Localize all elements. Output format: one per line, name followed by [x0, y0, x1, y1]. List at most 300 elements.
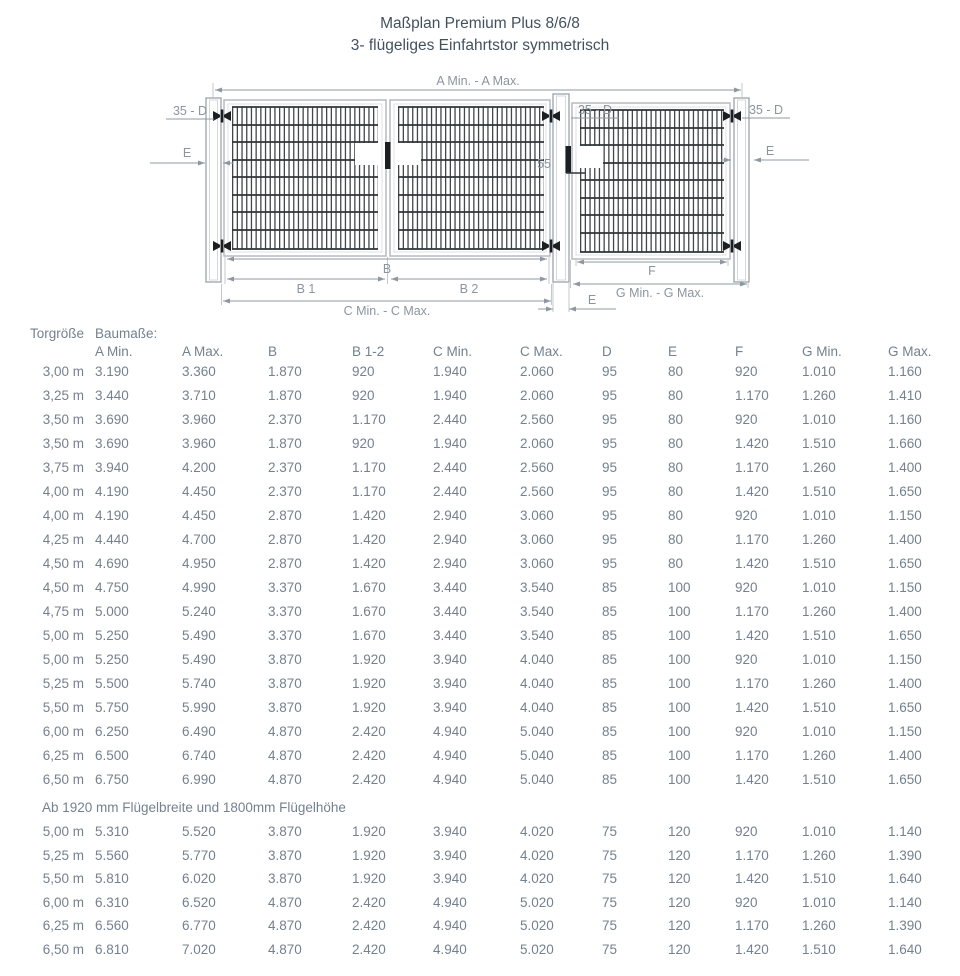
label-b2: B 2	[459, 282, 479, 296]
cell-g-min: 1.260	[802, 604, 836, 619]
cell-c-min: 1.940	[433, 388, 467, 403]
cell-b: 2.870	[268, 556, 302, 571]
cell-f: 920	[735, 412, 758, 427]
cell-a-min: 5.000	[95, 604, 129, 619]
cell-g-min: 1.010	[802, 508, 836, 523]
cell-d: 95	[602, 532, 618, 547]
cell-a-max: 3.360	[182, 364, 216, 379]
cell-f: 1.170	[735, 460, 769, 475]
cell-a-min: 5.310	[95, 824, 129, 839]
cell-torgroesse: 6,00 m	[42, 894, 84, 910]
cell-c-min: 4.940	[433, 724, 467, 739]
cell-c-max: 2.060	[520, 364, 554, 379]
cell-g-min: 1.510	[802, 941, 836, 957]
cell-a-min: 4.190	[95, 484, 129, 499]
table-row	[0, 696, 960, 720]
label-f: F	[648, 264, 656, 278]
cell-a-max: 5.240	[182, 604, 216, 619]
cell-b: 1.870	[268, 364, 302, 379]
column-header-baumasse: Baumaße:	[95, 326, 158, 341]
column-header-g-min: G Min.	[802, 344, 842, 359]
cell-c-max: 2.560	[520, 412, 554, 427]
table-row	[0, 938, 960, 962]
cell-b: 3.870	[268, 652, 302, 667]
cell-torgroesse: 5,00 m	[42, 628, 84, 643]
cell-g-max: 1.410	[888, 388, 922, 403]
cell-f: 1.420	[735, 628, 769, 643]
cell-c-max: 3.540	[520, 580, 554, 595]
cell-d: 85	[602, 604, 618, 619]
cell-b12: 1.670	[352, 628, 386, 643]
cell-g-max: 1.650	[888, 772, 922, 787]
cell-b12: 1.420	[352, 556, 386, 571]
cell-c-min: 4.940	[433, 918, 467, 933]
cell-g-max: 1.660	[888, 436, 922, 451]
cell-g-min: 1.010	[802, 364, 836, 379]
column-header-a-max: A Max.	[182, 344, 224, 359]
column-header-b12: B 1-2	[352, 344, 385, 359]
cell-c-max: 3.060	[520, 508, 554, 523]
dimension-table	[0, 320, 960, 976]
cell-b12: 1.920	[352, 676, 386, 691]
cell-b: 2.370	[268, 460, 302, 475]
label-a-range: A Min. - A Max.	[436, 74, 520, 88]
column-header-d: D	[602, 344, 612, 359]
cell-f: 1.420	[735, 556, 769, 571]
cell-f: 920	[735, 580, 758, 595]
cell-b: 3.870	[268, 871, 302, 886]
cell-b12: 2.420	[352, 894, 386, 910]
cell-g-max: 1.650	[888, 700, 922, 715]
cell-f: 920	[735, 824, 758, 839]
cell-b: 4.870	[268, 894, 302, 910]
cell-torgroesse: 4,75 m	[42, 604, 84, 619]
cell-g-min: 1.260	[802, 748, 836, 763]
cell-d: 95	[602, 388, 618, 403]
cell-d: 85	[602, 700, 618, 715]
cell-g-max: 1.400	[888, 748, 922, 763]
cell-a-max: 3.710	[182, 388, 216, 403]
cell-g-max: 1.650	[888, 556, 922, 571]
cell-g-min: 1.510	[802, 772, 836, 787]
cell-b: 3.870	[268, 700, 302, 715]
cell-b12: 1.920	[352, 652, 386, 667]
cell-c-max: 4.020	[520, 847, 554, 863]
cell-e: 80	[668, 436, 684, 451]
cell-d: 75	[602, 894, 618, 910]
cell-a-max: 4.950	[182, 556, 216, 571]
cell-g-max: 1.150	[888, 508, 922, 523]
cell-b: 2.870	[268, 532, 302, 547]
cell-g-min: 1.510	[802, 436, 836, 451]
cell-g-max: 1.640	[888, 941, 922, 957]
cell-e: 80	[668, 460, 684, 475]
label-b1: B 1	[296, 282, 316, 296]
cell-b12: 1.170	[352, 460, 386, 475]
cell-d: 75	[602, 824, 618, 839]
cell-torgroesse: 3,50 m	[42, 436, 84, 451]
table-row	[0, 768, 960, 792]
cell-a-min: 4.750	[95, 580, 129, 595]
cell-c-max: 5.020	[520, 894, 554, 910]
cell-a-max: 5.990	[182, 700, 216, 715]
cell-a-max: 6.770	[182, 918, 216, 933]
cell-g-max: 1.160	[888, 412, 922, 427]
cell-c-max: 2.060	[520, 388, 554, 403]
cell-c-max: 3.540	[520, 604, 554, 619]
cell-c-max: 3.060	[520, 556, 554, 571]
cell-torgroesse: 4,00 m	[42, 484, 84, 499]
cell-c-min: 4.940	[433, 772, 467, 787]
cell-f: 1.170	[735, 532, 769, 547]
cell-b: 3.870	[268, 824, 302, 839]
cell-a-min: 5.560	[95, 847, 129, 863]
cell-torgroesse: 5,50 m	[42, 700, 84, 715]
cell-c-max: 3.540	[520, 628, 554, 643]
column-header-e: E	[668, 344, 678, 359]
cell-b: 4.870	[268, 918, 302, 933]
cell-b: 3.370	[268, 580, 302, 595]
cell-e: 120	[668, 824, 691, 839]
cell-c-max: 5.020	[520, 941, 554, 957]
cell-c-min: 4.940	[433, 748, 467, 763]
cell-torgroesse: 5,50 m	[42, 871, 84, 886]
cell-c-min: 3.440	[433, 580, 467, 595]
cell-f: 1.420	[735, 772, 769, 787]
cell-c-max: 5.040	[520, 724, 554, 739]
cell-b: 3.870	[268, 847, 302, 863]
page-title-line2: 3- flügeliges Einfahrtstor symmetrisch	[350, 37, 610, 54]
cell-b: 4.870	[268, 748, 302, 763]
label-35d-left: 35 - D	[172, 104, 208, 118]
gate-post-left	[206, 98, 221, 282]
cell-a-max: 6.490	[182, 724, 216, 739]
label-55: 55	[537, 157, 551, 171]
page-title-line1: Maßplan Premium Plus 8/6/8	[380, 15, 580, 32]
cell-b12: 920	[352, 364, 375, 379]
cell-b: 4.870	[268, 941, 302, 957]
cell-g-min: 1.260	[802, 460, 836, 475]
label-35d-mid: 35 - D	[577, 103, 613, 117]
cell-e: 80	[668, 508, 684, 523]
cell-c-min: 2.940	[433, 556, 467, 571]
cell-torgroesse: 5,00 m	[42, 824, 84, 839]
cell-a-min: 5.250	[95, 628, 129, 643]
cell-g-min: 1.260	[802, 388, 836, 403]
cell-d: 85	[602, 748, 618, 763]
cell-c-max: 5.040	[520, 772, 554, 787]
cell-a-min: 6.310	[95, 894, 129, 910]
cell-b12: 2.420	[352, 941, 386, 957]
cell-e: 100	[668, 700, 691, 715]
center-latch-icon	[385, 142, 391, 169]
cell-b: 3.370	[268, 628, 302, 643]
table-row	[0, 528, 960, 552]
cell-torgroesse: 6,50 m	[42, 941, 84, 957]
cell-f: 1.420	[735, 484, 769, 499]
cell-d: 85	[602, 676, 618, 691]
cell-a-min: 3.190	[95, 364, 129, 379]
table-row	[0, 456, 960, 480]
cell-b12: 2.420	[352, 748, 386, 763]
cell-f: 1.170	[735, 676, 769, 691]
column-header-f: F	[735, 344, 744, 359]
cell-g-max: 1.140	[888, 894, 922, 910]
table-row	[0, 576, 960, 600]
cell-b12: 920	[352, 388, 375, 403]
cell-b: 1.870	[268, 388, 302, 403]
table-row	[0, 867, 960, 891]
cell-f: 920	[735, 364, 758, 379]
cell-a-max: 4.450	[182, 508, 216, 523]
cell-e: 100	[668, 748, 691, 763]
cell-c-max: 5.040	[520, 748, 554, 763]
table-row	[0, 480, 960, 504]
cell-b12: 1.170	[352, 484, 386, 499]
cell-d: 75	[602, 847, 618, 863]
cell-e: 80	[668, 388, 684, 403]
table-row	[0, 720, 960, 744]
cell-g-min: 1.010	[802, 724, 836, 739]
cell-g-max: 1.140	[888, 824, 922, 839]
cell-b12: 1.920	[352, 824, 386, 839]
gate-dimension-drawing	[0, 0, 960, 320]
label-e-right: E	[765, 144, 775, 158]
cell-d: 95	[602, 460, 618, 475]
cell-a-max: 7.020	[182, 941, 216, 957]
cell-c-max: 2.060	[520, 436, 554, 451]
cell-g-min: 1.010	[802, 580, 836, 595]
cell-f: 1.170	[735, 918, 769, 933]
cell-g-max: 1.400	[888, 532, 922, 547]
cell-d: 95	[602, 508, 618, 523]
table-row	[0, 744, 960, 768]
column-header-torgroesse: Torgröße	[29, 326, 84, 341]
cell-torgroesse: 5,25 m	[42, 676, 84, 691]
cell-a-min: 6.810	[95, 941, 129, 957]
cell-a-min: 3.440	[95, 388, 129, 403]
cell-f: 1.420	[735, 700, 769, 715]
cell-torgroesse: 3,50 m	[42, 412, 84, 427]
cell-d: 85	[602, 580, 618, 595]
cell-a-max: 3.960	[182, 436, 216, 451]
cell-e: 100	[668, 676, 691, 691]
cell-b12: 2.420	[352, 724, 386, 739]
cell-b12: 1.670	[352, 604, 386, 619]
table-row	[0, 360, 960, 384]
cell-a-min: 6.750	[95, 772, 129, 787]
cell-g-max: 1.400	[888, 604, 922, 619]
cell-c-min: 3.940	[433, 652, 467, 667]
cell-a-max: 4.700	[182, 532, 216, 547]
cell-g-max: 1.390	[888, 847, 922, 863]
cell-a-min: 6.500	[95, 748, 129, 763]
cell-c-max: 2.560	[520, 484, 554, 499]
cell-c-min: 3.940	[433, 871, 467, 886]
cell-c-min: 2.440	[433, 484, 467, 499]
cell-b: 2.370	[268, 412, 302, 427]
cell-e: 100	[668, 580, 691, 595]
cell-c-max: 4.040	[520, 676, 554, 691]
table-row	[0, 504, 960, 528]
cell-e: 80	[668, 364, 684, 379]
cell-g-max: 1.150	[888, 652, 922, 667]
cell-f: 1.170	[735, 388, 769, 403]
column-header-a-min: A Min.	[95, 344, 133, 359]
cell-torgroesse: 6,25 m	[42, 748, 84, 763]
cell-g-max: 1.650	[888, 628, 922, 643]
cell-a-min: 3.940	[95, 460, 129, 475]
cell-e: 100	[668, 772, 691, 787]
cell-torgroesse: 4,00 m	[42, 508, 84, 523]
cell-e: 120	[668, 941, 691, 957]
cell-g-max: 1.390	[888, 918, 922, 933]
table-row	[0, 672, 960, 696]
cell-a-max: 5.490	[182, 652, 216, 667]
table-row	[0, 844, 960, 868]
cell-torgroesse: 3,25 m	[42, 388, 84, 403]
cell-a-max: 5.740	[182, 676, 216, 691]
cell-f: 1.170	[735, 748, 769, 763]
cell-a-max: 5.520	[182, 824, 216, 839]
cell-d: 85	[602, 652, 618, 667]
cell-f: 920	[735, 724, 758, 739]
cell-a-min: 5.750	[95, 700, 129, 715]
cell-e: 80	[668, 556, 684, 571]
cell-a-min: 6.250	[95, 724, 129, 739]
cell-e: 80	[668, 532, 684, 547]
cell-torgroesse: 4,50 m	[42, 556, 84, 571]
cell-c-max: 4.020	[520, 824, 554, 839]
cell-d: 95	[602, 436, 618, 451]
column-header-c-max: C Max.	[520, 344, 563, 359]
column-header-c-min: C Min.	[433, 344, 473, 359]
cell-c-min: 3.940	[433, 847, 467, 863]
cell-d: 95	[602, 484, 618, 499]
cell-e: 100	[668, 724, 691, 739]
cell-a-max: 4.990	[182, 580, 216, 595]
cell-a-max: 6.520	[182, 894, 216, 910]
cell-d: 95	[602, 364, 618, 379]
cell-c-max: 5.020	[520, 918, 554, 933]
cell-torgroesse: 4,25 m	[42, 532, 84, 547]
cell-e: 100	[668, 604, 691, 619]
table-row	[0, 624, 960, 648]
cell-c-max: 4.020	[520, 871, 554, 886]
cell-g-max: 1.150	[888, 724, 922, 739]
cell-e: 120	[668, 847, 691, 863]
cell-b12: 1.920	[352, 700, 386, 715]
cell-a-min: 6.560	[95, 918, 129, 933]
cell-torgroesse: 5,25 m	[42, 847, 84, 863]
cell-a-max: 4.450	[182, 484, 216, 499]
cell-c-min: 4.940	[433, 941, 467, 957]
cell-g-min: 1.260	[802, 532, 836, 547]
label-g-range: G Min. - G Max.	[615, 286, 705, 300]
cell-b: 2.370	[268, 484, 302, 499]
label-c-range: C Min. - C Max.	[343, 304, 431, 318]
cell-c-min: 2.940	[433, 532, 467, 547]
cell-c-min: 2.940	[433, 508, 467, 523]
cell-torgroesse: 3,75 m	[42, 460, 84, 475]
cell-e: 80	[668, 412, 684, 427]
section-note: Ab 1920 mm Flügelbreite und 1800mm Flügelhöhe	[42, 800, 346, 815]
cell-d: 75	[602, 871, 618, 886]
cell-b12: 1.420	[352, 508, 386, 523]
cell-g-max: 1.400	[888, 460, 922, 475]
cell-c-max: 4.040	[520, 652, 554, 667]
cell-a-min: 4.690	[95, 556, 129, 571]
cell-c-max: 3.060	[520, 532, 554, 547]
cell-a-min: 5.810	[95, 871, 129, 886]
cell-g-min: 1.510	[802, 628, 836, 643]
cell-b12: 2.420	[352, 918, 386, 933]
cell-d: 85	[602, 628, 618, 643]
table-row	[0, 384, 960, 408]
cell-g-min: 1.260	[802, 847, 836, 863]
cell-d: 85	[602, 724, 618, 739]
cell-b12: 1.170	[352, 412, 386, 427]
cell-c-min: 1.940	[433, 436, 467, 451]
cell-e: 80	[668, 484, 684, 499]
cell-b: 2.870	[268, 508, 302, 523]
cell-g-min: 1.510	[802, 700, 836, 715]
cell-torgroesse: 5,00 m	[42, 652, 84, 667]
cell-g-min: 1.010	[802, 412, 836, 427]
cell-e: 100	[668, 652, 691, 667]
cell-b: 4.870	[268, 724, 302, 739]
cell-f: 920	[735, 508, 758, 523]
cell-a-max: 6.990	[182, 772, 216, 787]
cell-b12: 920	[352, 436, 375, 451]
cell-a-min: 5.250	[95, 652, 129, 667]
table-row	[0, 891, 960, 915]
cell-f: 920	[735, 652, 758, 667]
cell-f: 1.170	[735, 847, 769, 863]
cell-g-min: 1.010	[802, 894, 836, 910]
cell-b12: 1.920	[352, 847, 386, 863]
cell-c-min: 3.440	[433, 604, 467, 619]
cell-torgroesse: 6,00 m	[42, 724, 84, 739]
cell-a-min: 5.500	[95, 676, 129, 691]
cell-a-min: 4.440	[95, 532, 129, 547]
cell-d: 95	[602, 556, 618, 571]
cell-b12: 1.420	[352, 532, 386, 547]
cell-c-max: 4.040	[520, 700, 554, 715]
post-latch-icon	[566, 146, 572, 173]
table-section-standard	[0, 360, 960, 792]
table-row	[0, 432, 960, 456]
gate-post-middle	[553, 94, 569, 282]
cell-g-min: 1.510	[802, 484, 836, 499]
cell-e: 120	[668, 918, 691, 933]
cell-torgroesse: 4,50 m	[42, 580, 84, 595]
column-header-b: B	[268, 344, 278, 359]
cell-a-max: 4.200	[182, 460, 216, 475]
cell-c-min: 3.440	[433, 628, 467, 643]
cell-d: 75	[602, 918, 618, 933]
cell-g-min: 1.510	[802, 871, 836, 886]
cell-g-min: 1.260	[802, 918, 836, 933]
cell-torgroesse: 3,00 m	[42, 364, 84, 379]
label-35d-right: 35 - D	[748, 103, 784, 117]
cell-b: 4.870	[268, 772, 302, 787]
cell-b: 3.870	[268, 676, 302, 691]
cell-a-max: 6.740	[182, 748, 216, 763]
cell-g-min: 1.010	[802, 824, 836, 839]
table-row	[0, 914, 960, 938]
table-section-large-wings	[0, 820, 960, 961]
